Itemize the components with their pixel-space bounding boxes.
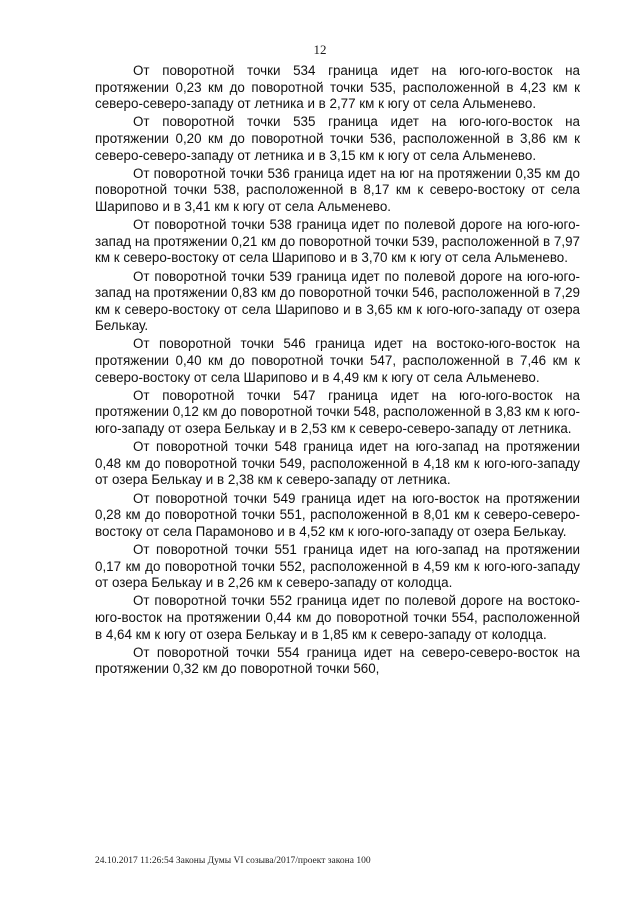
paragraph: От поворотной точки 547 граница идет на юго-юго-восток на протяжении 0,12 км до поворотной точки 548, расположенной в 3,83 км к юго-юго-западу от озера Белькау и в 2,53 км к северо-северо-западу от летника.	[95, 387, 580, 437]
paragraph: От поворотной точки 554 граница идет на северо-северо-восток на протяжении 0,32 км до поворотной точки 560,	[95, 644, 580, 677]
document-body	[95, 63, 580, 680]
paragraph: От поворотной точки 549 граница идет на юго-восток на протяжении 0,28 км до поворотной точки 551, расположенной в 8,01 км к северо-северо-востоку от села Парамоново и в 4,52 км к юго-юго-западу от озера Белькау.	[95, 490, 580, 539]
footer-file-path: 24.10.2017 11:26:54 Законы Думы VI созыва/2017/проект закона 100	[95, 856, 371, 866]
paragraph: От поворотной точки 552 граница идет по полевой дороге на востоко-юго-восток на протяжении 0,44 км до поворотной точки 554, расположенной в 4,64 км к югу от озера Белькау и в 1,85 км к северо-западу от колодца.	[95, 593, 580, 642]
paragraph: От поворотной точки 551 граница идет на юго-запад на протяжении 0,17 км до поворотной точки 552, расположенной в 4,59 км к юго-юго-западу от озера Белькау и в 2,26 км к северо-западу от колодца.	[95, 541, 580, 591]
page-number: 12	[313, 42, 327, 57]
paragraph: От поворотной точки 546 граница идет на востоко-юго-восток на протяжении 0,40 км до поворотной точки 547, расположенной в 7,46 км к северо-востоку от села Шарипово и в 4,49 км к югу от села Альменево.	[95, 336, 580, 385]
paragraph: От поворотной точки 534 граница идет на юго-юго-восток на протяжении 0,23 км до поворотной точки 535, расположенной в 4,23 км к северо-северо-западу от летника и в 2,77 км к югу от села Альменево.	[95, 63, 580, 112]
paragraph: От поворотной точки 539 граница идет по полевой дороге на юго-юго-запад на протяжении 0,83 км до поворотной точки 546, расположенной в 7,29 км к северо-востоку от села Шарипово и в 3,65 км к юго-юго-западу от озера Белькау.	[95, 268, 580, 334]
paragraph: От поворотной точки 536 граница идет на юг на протяжении 0,35 км до поворотной точки 538, расположенной в 8,17 км к северо-востоку от села Шарипово и в 3,41 км к югу от села Альменево.	[95, 165, 580, 214]
paragraph: От поворотной точки 548 граница идет на юго-запад на протяжении 0,48 км до поворотной точки 549, расположенной в 4,18 км к юго-юго-западу от озера Белькау и в 2,38 км к северо-западу от летника.	[95, 439, 580, 488]
paragraph: От поворотной точки 538 граница идет по полевой дороге на юго-юго-запад на протяжении 0,21 км до поворотной точки 539, расположенной в 7,97 км к северо-востоку от села Шарипово и в 3,70 км к югу от села Альменево.	[95, 217, 580, 266]
paragraph: От поворотной точки 535 граница идет на юго-юго-восток на протяжении 0,20 км до поворотной точки 536, расположенной в 3,86 км к северо-северо-западу от летника и в 3,15 км к югу от села Альменево.	[95, 114, 580, 163]
